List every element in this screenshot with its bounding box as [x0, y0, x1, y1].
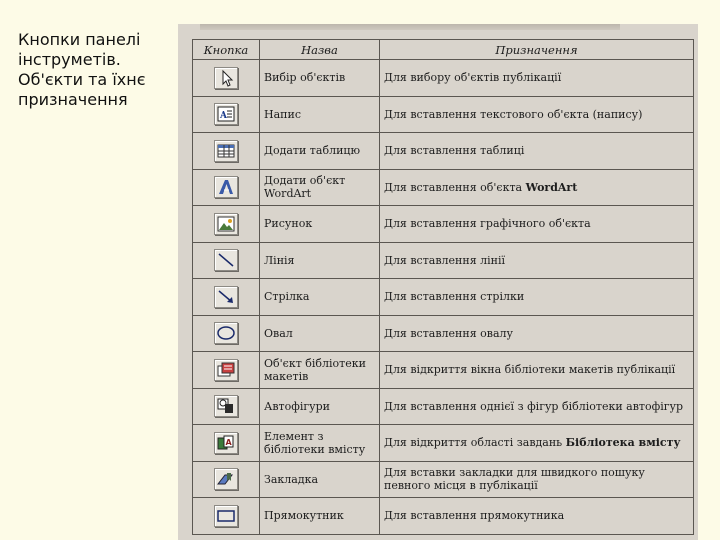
purpose-cell: [380, 315, 694, 352]
name-cell: Об'єкт бібліотеки макетів: [260, 352, 380, 389]
table-row: [193, 498, 694, 535]
name-cell: Вибір об'єктів: [260, 60, 380, 97]
purpose-text: Для вставлення таблиці: [384, 144, 525, 158]
button-cell: [193, 96, 260, 133]
purpose-cell: [380, 279, 694, 316]
name-cell: Закладка: [260, 461, 380, 498]
table-row: [193, 279, 694, 316]
content-library-icon: [214, 432, 238, 454]
button-cell: [193, 206, 260, 243]
purpose-cell: [380, 498, 694, 535]
scanned-table-image: [178, 24, 698, 540]
purpose-text: Для вставлення овалу: [384, 326, 513, 340]
design-gallery-icon: [214, 359, 238, 381]
purpose-bold-term: WordArt: [525, 180, 578, 194]
header-button: Кнопка: [193, 40, 260, 60]
table-header-row: [193, 40, 694, 60]
svg-text:A: A: [220, 111, 227, 122]
purpose-cell: [380, 206, 694, 243]
table-row: [193, 60, 694, 97]
table-icon: [214, 140, 238, 162]
purpose-text: Для вставлення графічного об'єкта: [384, 217, 591, 231]
button-cell: [193, 279, 260, 316]
name-cell: Напис: [260, 96, 380, 133]
toolbar-buttons-table: [192, 39, 694, 535]
purpose-text: Для відкриття області завдань: [384, 436, 566, 450]
button-cell: [193, 425, 260, 462]
purpose-text: Для вставлення лінії: [384, 253, 506, 267]
table-row: [193, 133, 694, 170]
table-row: [193, 169, 694, 206]
name-cell: Овал: [260, 315, 380, 352]
button-cell: [193, 133, 260, 170]
table-row: [193, 388, 694, 425]
purpose-text: Для вставлення об'єкта: [384, 180, 526, 194]
arrow-icon: [214, 286, 238, 308]
button-cell: [193, 60, 260, 97]
oval-icon: [214, 322, 238, 344]
name-cell: Прямокутник: [260, 498, 380, 535]
purpose-text: Для вставки закладки для швидкого пошуку певного місця в публікації: [384, 466, 645, 493]
purpose-cell: [380, 425, 694, 462]
picture-icon: [214, 213, 238, 235]
purpose-cell: [380, 60, 694, 97]
purpose-cell: [380, 169, 694, 206]
purpose-cell: [380, 352, 694, 389]
purpose-cell: [380, 461, 694, 498]
purpose-bold-term: Бібліотека вмісту: [565, 436, 681, 450]
purpose-cell: [380, 388, 694, 425]
button-cell: [193, 315, 260, 352]
name-cell: Додати об'єкт WordArt: [260, 169, 380, 206]
table-row: [193, 315, 694, 352]
text-box-icon: [214, 103, 238, 125]
purpose-text: Для вставлення текстового об'єкта (напису): [384, 107, 643, 121]
name-cell: Додати таблицю: [260, 133, 380, 170]
name-cell: Рисунок: [260, 206, 380, 243]
purpose-text: Для вставлення стрілки: [384, 290, 525, 304]
autoshapes-icon: [214, 395, 238, 417]
name-cell: Стрілка: [260, 279, 380, 316]
bookmark-icon: [214, 468, 238, 490]
purpose-cell: [380, 96, 694, 133]
button-cell: [193, 388, 260, 425]
purpose-cell: [380, 133, 694, 170]
svg-text:A: A: [225, 437, 232, 447]
button-cell: [193, 461, 260, 498]
purpose-cell: [380, 242, 694, 279]
table-row: [193, 96, 694, 133]
purpose-text: Для вставлення прямокутника: [384, 509, 565, 523]
table-row: [193, 461, 694, 498]
button-cell: [193, 352, 260, 389]
table-row: [193, 425, 694, 462]
cropped-caption-line: [200, 24, 620, 30]
table-row: [193, 206, 694, 243]
button-cell: [193, 242, 260, 279]
button-cell: [193, 169, 260, 206]
button-cell: [193, 498, 260, 535]
header-purpose: Призначення: [380, 40, 694, 60]
line-icon: [214, 249, 238, 271]
name-cell: Елемент з бібліотеки вмісту: [260, 425, 380, 462]
pointer-arrow-icon: [214, 67, 238, 89]
name-cell: Лінія: [260, 242, 380, 279]
name-cell: Автофігури: [260, 388, 380, 425]
slide-title: Кнопки панелі інструметів. Об'єкти та їхнє призначення: [18, 30, 146, 109]
table-row: [193, 352, 694, 389]
table-row: [193, 242, 694, 279]
purpose-text: Для відкриття вікна бібліотеки макетів публікації: [384, 363, 676, 377]
wordart-icon: [214, 176, 238, 198]
rectangle-icon: [214, 505, 238, 527]
purpose-text: Для вставлення однієї з фігур бібліотеки автофігур: [384, 399, 684, 413]
header-name: Назва: [260, 40, 380, 60]
purpose-text: Для вибору об'єктів публікації: [384, 71, 562, 85]
